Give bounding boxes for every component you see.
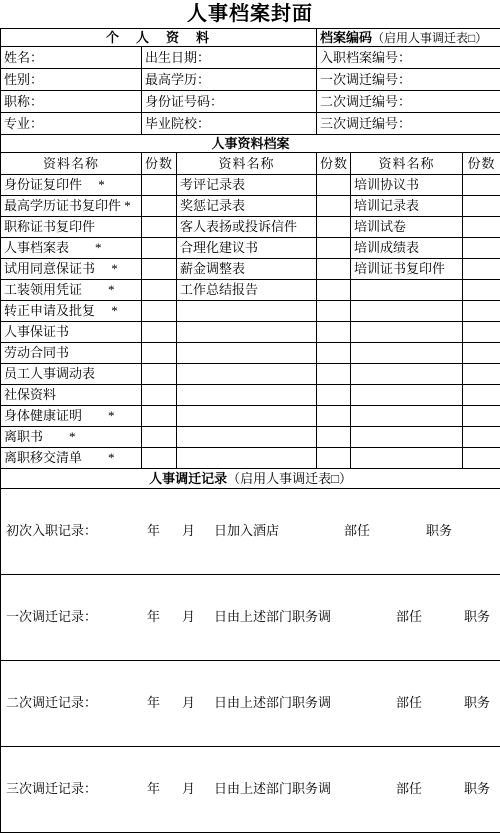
transfer-post: 职务 — [464, 781, 490, 797]
archive-count-cell — [463, 217, 500, 238]
archive-count-cell — [463, 427, 500, 448]
transfer-month: 月 — [182, 523, 195, 539]
archive-item: 职称证书复印件 — [1, 217, 142, 238]
archive-item-empty — [177, 301, 317, 322]
field-transfer-3-number: 三次调迁编号： — [317, 113, 500, 135]
archive-count-cell — [463, 406, 500, 427]
archive-item: 最高学历证书复印件 * — [1, 196, 142, 217]
archive-count-cell — [142, 217, 177, 238]
archive-item-empty — [177, 406, 317, 427]
transfer-row — [1, 661, 500, 747]
archive-item: 离职移交清单 * — [1, 448, 142, 469]
archive-count-cell — [142, 448, 177, 469]
field-entry-file-number: 入职档案编号： — [317, 47, 500, 69]
archive-item: 培训成绩表 — [351, 238, 463, 259]
archive-count-cell — [142, 301, 177, 322]
transfer-post: 职务 — [464, 609, 490, 625]
archive-count-cell — [142, 343, 177, 364]
archive-item-empty — [177, 448, 317, 469]
archive-item-empty — [177, 322, 317, 343]
archive-item: 培训记录表 — [351, 196, 463, 217]
archive-count-cell — [142, 427, 177, 448]
archive-count-cell — [142, 175, 177, 196]
archive-count-cell — [317, 322, 351, 343]
transfer-dept: 部任 — [344, 523, 370, 539]
transfer-year: 年 — [147, 523, 160, 539]
archive-count-cell — [317, 364, 351, 385]
archive-count-cell — [463, 364, 500, 385]
archive-count-cell — [317, 175, 351, 196]
archive-item-empty — [351, 280, 463, 301]
archive-item-empty — [177, 364, 317, 385]
field-transfer-2-number: 二次调迁编号： — [317, 91, 500, 113]
transfer-label: 一次调迁记录： — [6, 609, 97, 625]
archive-count-cell — [317, 406, 351, 427]
document-title: 人事档案封面 — [0, 0, 500, 28]
col-header-count: 份数 — [463, 153, 500, 175]
transfer-label: 初次入职记录： — [6, 523, 97, 539]
archive-item: 试用同意保证书 * — [1, 259, 142, 280]
archive-item: 培训试卷 — [351, 217, 463, 238]
archive-count-cell — [317, 259, 351, 280]
field-gender: 性别： — [1, 69, 142, 91]
col-header-name: 资料名称 — [1, 153, 142, 175]
archive-item: 合理化建议书 — [177, 238, 317, 259]
archive-count-cell — [463, 196, 500, 217]
field-birth-date: 出生日期： — [142, 47, 317, 69]
archive-item-empty — [177, 385, 317, 406]
transfer-day-text: 日加入酒店 — [214, 523, 279, 539]
archive-item-empty — [351, 385, 463, 406]
archive-item-empty — [351, 448, 463, 469]
archive-item-empty — [177, 427, 317, 448]
archive-item-empty — [351, 343, 463, 364]
archive-item: 身份证复印件 * — [1, 175, 142, 196]
archive-heading: 人事资料档案 — [1, 135, 500, 153]
transfer-label: 二次调迁记录： — [6, 695, 97, 711]
transfer-day-text: 日由上述部门职务调 — [214, 695, 331, 711]
archive-code-cell — [317, 29, 500, 47]
archive-count-cell — [317, 217, 351, 238]
col-header-count: 份数 — [317, 153, 351, 175]
transfer-row — [1, 489, 500, 575]
transfer-dept: 部任 — [396, 695, 422, 711]
col-header-name: 资料名称 — [177, 153, 317, 175]
transfer-label: 三次调迁记录： — [6, 781, 97, 797]
archive-count-cell — [142, 322, 177, 343]
field-transfer-1-number: 一次调迁编号： — [317, 69, 500, 91]
transfer-month: 月 — [182, 781, 195, 797]
archive-count-cell — [142, 406, 177, 427]
field-major: 专业： — [1, 113, 142, 135]
archive-item-empty — [351, 406, 463, 427]
archive-code-note: （启用人事调迁表□） — [372, 31, 487, 45]
archive-item: 奖惩记录表 — [177, 196, 317, 217]
transfer-year: 年 — [147, 609, 160, 625]
archive-count-cell — [317, 196, 351, 217]
archive-count-cell — [142, 385, 177, 406]
archive-item: 人事档案表 * — [1, 238, 142, 259]
transfer-heading: 人事调迁记录 — [149, 471, 227, 486]
archive-count-cell — [463, 301, 500, 322]
archive-count-cell — [463, 322, 500, 343]
transfer-note: （启用人事调迁表□） — [227, 471, 352, 486]
archive-item: 离职书 * — [1, 427, 142, 448]
archive-count-cell — [317, 385, 351, 406]
col-header-name: 资料名称 — [351, 153, 463, 175]
field-title: 职称： — [1, 91, 142, 113]
archive-item-empty — [177, 343, 317, 364]
archive-item: 工作总结报告 — [177, 280, 317, 301]
archive-item: 培训协议书 — [351, 175, 463, 196]
archive-count-cell — [463, 385, 500, 406]
archive-item: 考评记录表 — [177, 175, 317, 196]
transfer-post: 职务 — [464, 695, 490, 711]
archive-count-cell — [463, 175, 500, 196]
archive-item: 社保资料 — [1, 385, 142, 406]
archive-count-cell — [317, 427, 351, 448]
archive-item: 员工人事调动表 — [1, 364, 142, 385]
transfer-post: 职务 — [426, 523, 452, 539]
archive-count-cell — [142, 364, 177, 385]
transfer-month: 月 — [182, 695, 195, 711]
field-name: 姓名： — [1, 47, 142, 69]
transfer-row — [1, 747, 500, 833]
field-school: 毕业院校： — [142, 113, 317, 135]
archive-item: 身体健康证明 * — [1, 406, 142, 427]
archive-item-empty — [351, 301, 463, 322]
archive-item: 培训证书复印件 — [351, 259, 463, 280]
archive-item: 工装领用凭证 * — [1, 280, 142, 301]
archive-item: 转正申请及批复 * — [1, 301, 142, 322]
transfer-dept: 部任 — [396, 609, 422, 625]
archive-item: 劳动合同书 — [1, 343, 142, 364]
archive-count-cell — [317, 448, 351, 469]
transfer-month: 月 — [182, 609, 195, 625]
transfer-dept: 部任 — [396, 781, 422, 797]
transfer-day-text: 日由上述部门职务调 — [214, 781, 331, 797]
archive-item: 薪金调整表 — [177, 259, 317, 280]
archive-count-cell — [317, 343, 351, 364]
archive-code-label: 档案编码 — [320, 30, 372, 45]
archive-item-empty — [351, 364, 463, 385]
archive-count-cell — [142, 280, 177, 301]
transfer-year: 年 — [147, 781, 160, 797]
archive-item-empty — [351, 427, 463, 448]
archive-item: 客人表扬或投诉信件 — [177, 217, 317, 238]
archive-item-empty — [351, 322, 463, 343]
archive-count-cell — [142, 196, 177, 217]
archive-count-cell — [463, 343, 500, 364]
field-education: 最高学历： — [142, 69, 317, 91]
transfer-heading-cell — [1, 469, 500, 489]
archive-count-cell — [463, 448, 500, 469]
archive-count-cell — [463, 280, 500, 301]
personnel-file-form — [0, 28, 500, 833]
archive-count-cell — [317, 301, 351, 322]
archive-count-cell — [317, 280, 351, 301]
archive-item: 人事保证书 — [1, 322, 142, 343]
personal-info-heading: 个 人 资 料 — [1, 29, 317, 47]
archive-count-cell — [317, 238, 351, 259]
col-header-count: 份数 — [142, 153, 177, 175]
transfer-day-text: 日由上述部门职务调 — [214, 609, 331, 625]
archive-count-cell — [142, 259, 177, 280]
archive-count-cell — [463, 238, 500, 259]
archive-count-cell — [463, 259, 500, 280]
archive-count-cell — [142, 238, 177, 259]
transfer-row — [1, 575, 500, 661]
transfer-year: 年 — [147, 695, 160, 711]
field-id-number: 身份证号码： — [142, 91, 317, 113]
